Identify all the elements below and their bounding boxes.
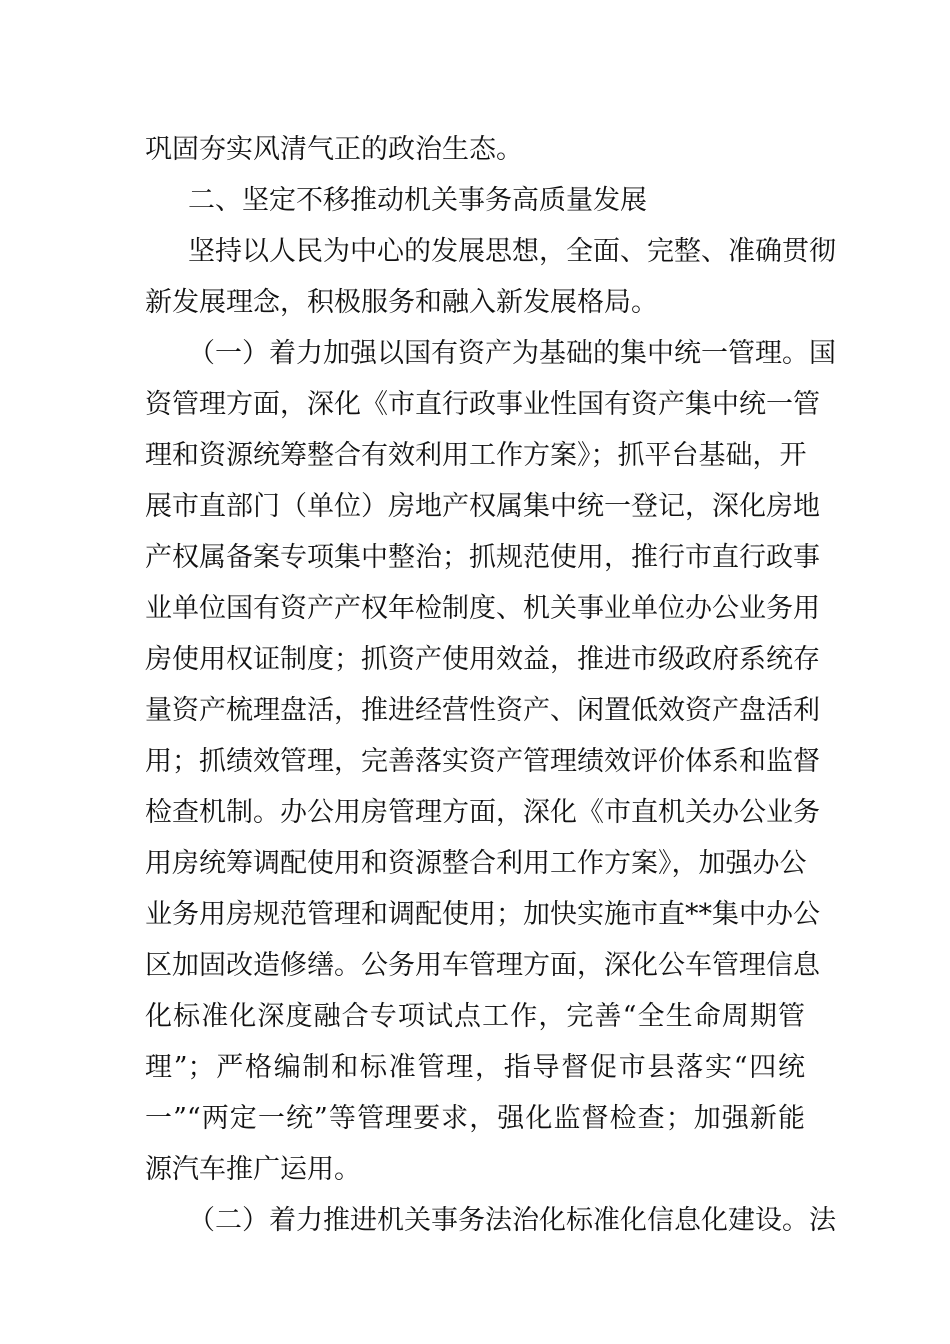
section-heading-2: 二、坚定不移推动机关事务高质量发展 xyxy=(188,185,647,216)
text-line-21: 源汽车推广运用。 xyxy=(145,1154,361,1185)
text-line-3: 坚持以人民为中心的发展思想，全面、完整、准确贯彻 xyxy=(188,236,836,267)
subsection-heading-2: （二）着力推进机关事务法治化标准化信息化建设。法 xyxy=(188,1205,836,1236)
text-line-12: 量资产梳理盘活，推进经营性资产、闲置低效资产盘活利 xyxy=(145,695,820,726)
text-line-16: 业务用房规范管理和调配使用；加快实施市直**集中办公 xyxy=(145,899,820,930)
text-line-9: 产权属备案专项集中整治；抓规范使用，推行市直行政事 xyxy=(145,542,820,573)
text-line-4: 新发展理念，积极服务和融入新发展格局。 xyxy=(145,287,658,318)
text-line-6: 资管理方面，深化《市直行政事业性国有资产集中统一管 xyxy=(145,389,820,420)
text-line-1: 巩固夯实风清气正的政治生态。 xyxy=(145,134,523,165)
text-line-20: 一”“两定一统”等管理要求，强化监督检查；加强新能 xyxy=(145,1103,805,1134)
text-line-17: 区加固改造修缮。公务用车管理方面，深化公车管理信息 xyxy=(145,950,820,981)
text-line-13: 用；抓绩效管理，完善落实资产管理绩效评价体系和监督 xyxy=(145,746,820,777)
text-line-14: 检查机制。办公用房管理方面，深化《市直机关办公业务 xyxy=(145,797,820,828)
text-line-18: 化标准化深度融合专项试点工作，完善“全生命周期管 xyxy=(145,1001,805,1032)
text-line-7: 理和资源统筹整合有效利用工作方案》；抓平台基础，开 xyxy=(145,440,807,471)
text-line-8: 展市直部门（单位）房地产权属集中统一登记，深化房地 xyxy=(145,491,820,522)
text-line-19: 理”；严格编制和标准管理，指导督促市县落实“四统 xyxy=(145,1052,805,1083)
text-line-10: 业单位国有资产产权年检制度、机关事业单位办公业务用 xyxy=(145,593,820,624)
text-line-11: 房使用权证制度；抓资产使用效益，推进市级政府系统存 xyxy=(145,644,820,675)
text-line-15: 用房统筹调配使用和资源整合利用工作方案》，加强办公 xyxy=(145,848,807,879)
subsection-heading-1: （一）着力加强以国有资产为基础的集中统一管理。国 xyxy=(188,338,836,369)
